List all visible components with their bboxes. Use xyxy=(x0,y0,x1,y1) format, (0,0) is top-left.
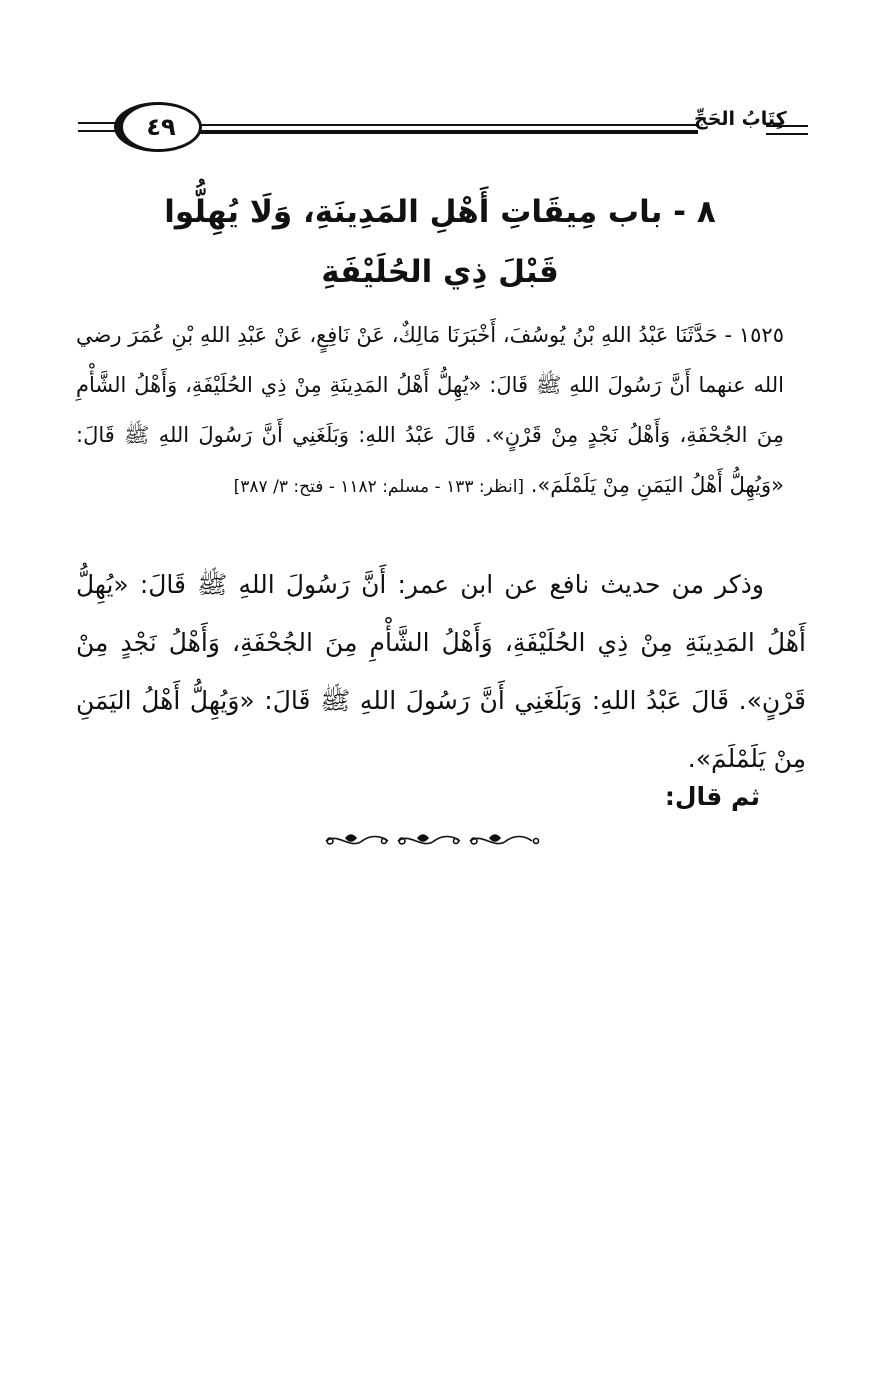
book-title: كِتَابُ الحَجِّ xyxy=(694,108,787,130)
hadith-paragraph xyxy=(76,310,784,512)
chapter-title-line-2: قَبْلَ ذِي الحُلَيْفَةِ xyxy=(321,254,559,290)
hadith-text: ١٥٢٥ - حَدَّثَنَا عَبْدُ اللهِ بْنُ يُوسُفَ، أَخْبَرَنَا مَالِكٌ، عَنْ نَافِعٍ، عَنْ عَبْدِ اللهِ بْنِ عُمَرَ رضي الله عنهما أَنَّ رَسُولَ اللهِ ﷺ قَالَ: «يُهِلُّ أَهْلُ المَدِينَةِ مِنْ ذِي الحُلَيْفَةِ، وَأَهْلُ الشَّأْمِ مِنَ الجُحْفَةِ، وَأَهْلُ نَجْدٍ مِنْ قَرْنٍ». قَالَ عَبْدُ اللهِ: وَبَلَغَنِي أَنَّ رَسُولَ اللهِ ﷺ قَالَ: «وَيُهِلُّ أَهْلُ اليَمَنِ مِنْ يَلَمْلَمَ». xyxy=(76,323,784,497)
ornament-vine xyxy=(398,835,460,844)
chapter-title-line-1: ٨ - باب مِيقَاتِ أَهْلِ المَدِينَةِ، وَلَا يُهِلُّوا xyxy=(164,194,716,230)
chapter-heading xyxy=(80,182,800,302)
ornament-vine xyxy=(470,835,539,844)
page-number: ٤٩ xyxy=(146,113,176,141)
header-rule xyxy=(198,124,698,126)
running-header xyxy=(78,100,808,160)
header-rule xyxy=(198,130,698,134)
closing-line: ثم قال: xyxy=(664,782,760,811)
page-number-frame xyxy=(114,102,202,152)
section-end-ornament xyxy=(322,828,542,854)
hadith-reference: [انظر: ١٣٣ - مسلم: ١١٨٢ - فتح: ٣/ ٣٨٧] xyxy=(233,477,525,497)
ornament-vine xyxy=(326,835,388,844)
commentary-paragraph: وذكر من حديث نافع عن ابن عمر: أَنَّ رَسُولَ اللهِ ﷺ قَالَ: «يُهِلُّ أَهْلُ المَدِينَةِ مِنْ ذِي الحُلَيْفَةِ، وَأَهْلُ الشَّأْمِ مِنَ الجُحْفَةِ، وَأَهْلُ نَجْدٍ مِنْ قَرْنٍ». قَالَ عَبْدُ اللهِ: وَبَلَغَنِي أَنَّ رَسُولَ اللهِ ﷺ قَالَ: «وَيُهِلُّ أَهْلُ اليَمَنِ مِنْ يَلَمْلَمَ». xyxy=(76,570,806,773)
header-rule xyxy=(766,133,808,135)
